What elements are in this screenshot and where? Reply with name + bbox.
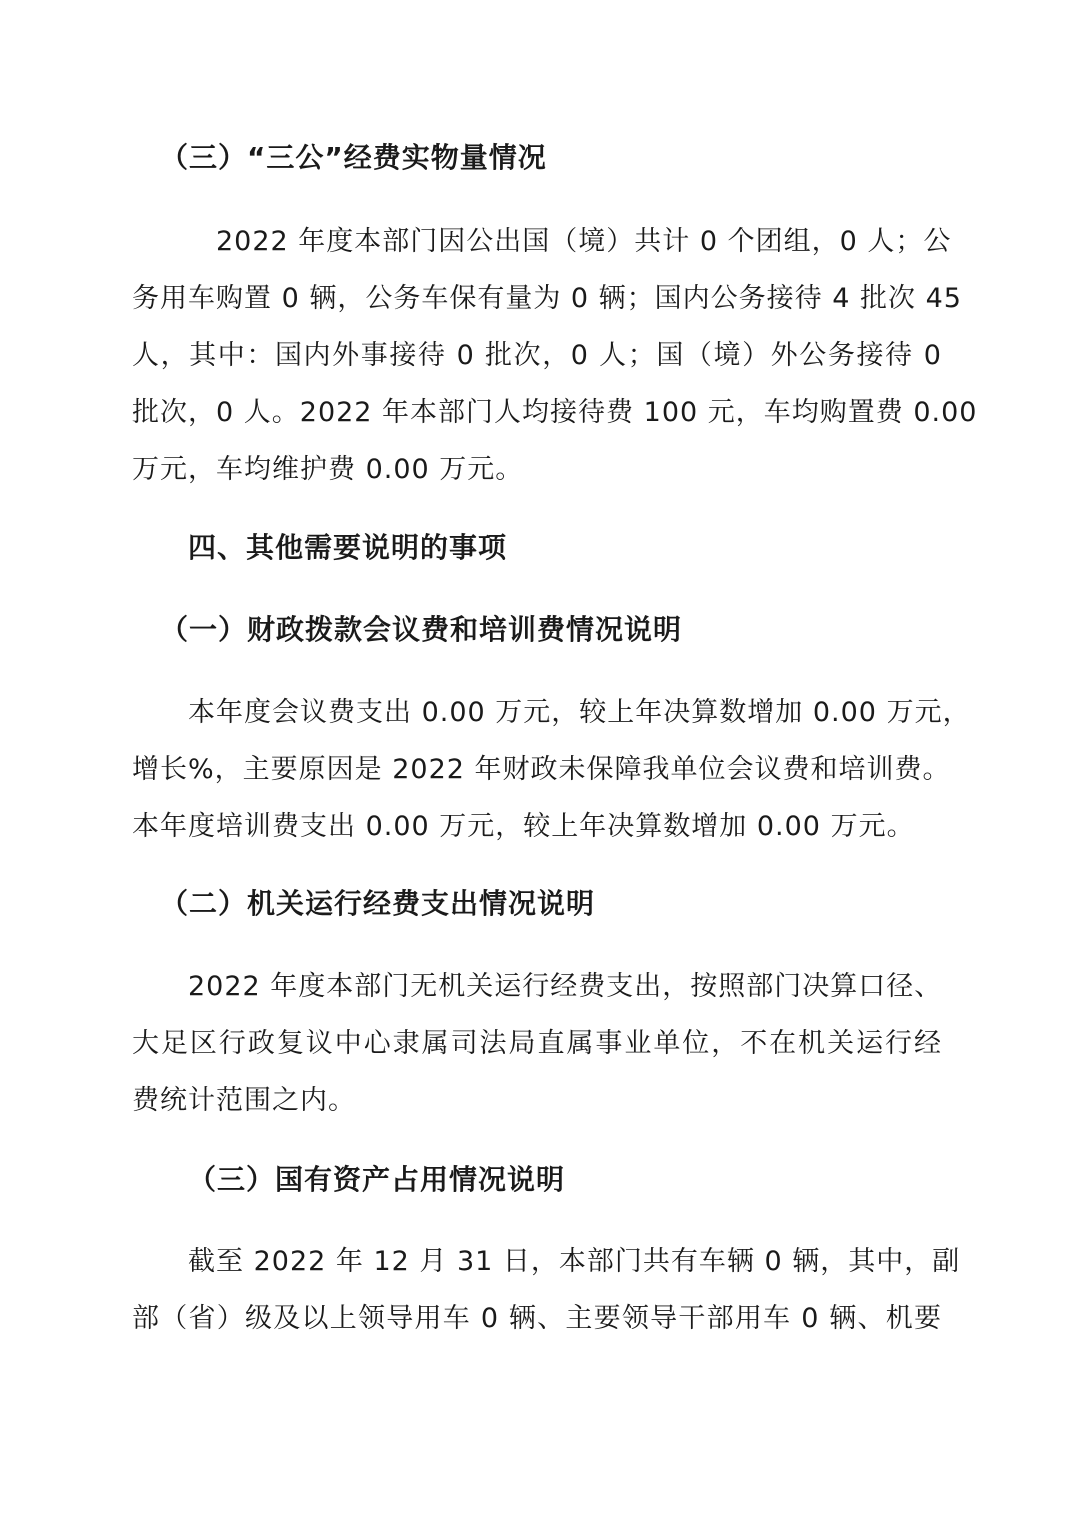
paragraph-line: 2022 年度本部门无机关运行经费支出，按照部门决算口径、 <box>188 971 943 1002</box>
paragraph-line: 人，其中：国内外事接待 0 批次，0 人；国（境）外公务接待 0 <box>132 340 942 371</box>
subsection-heading-state-assets: （三）国有资产占用情况说明 <box>188 1163 566 1196</box>
part-four-heading: 四、其他需要说明的事项 <box>188 531 508 564</box>
paragraph-line: 部（省）级及以上领导用车 0 辆、主要领导干部用车 0 辆、机要 <box>132 1303 942 1334</box>
paragraph-line: 费统计范围之内。 <box>132 1085 356 1116</box>
section-heading-three-public-expenses: （三）“三公”经费实物量情况 <box>160 141 547 174</box>
paragraph-meeting-training-fees <box>132 684 971 855</box>
subsection-heading-operating-expenses: （二）机关运行经费支出情况说明 <box>160 887 596 920</box>
paragraph-line: 增长%，主要原因是 2022 年财政未保障我单位会议费和培训费。 <box>132 754 951 785</box>
paragraph-line: 务用车购置 0 辆，公务车保有量为 0 辆；国内公务接待 4 批次 45 <box>132 283 962 314</box>
paragraph-line: 本年度会议费支出 0.00 万元，较上年决算数增加 0.00 万元， <box>188 697 971 728</box>
paragraph-line: 批次，0 人。2022 年本部门人均接待费 100 元，车均购置费 0.00 <box>132 397 978 428</box>
paragraph-line: 万元，车均维护费 0.00 万元。 <box>132 454 524 485</box>
paragraph-line: 截至 2022 年 12 月 31 日，本部门共有车辆 0 辆，其中，副 <box>188 1246 961 1277</box>
paragraph-operating-expenses <box>132 958 942 1129</box>
subsection-heading-meeting-training-fees: （一）财政拨款会议费和培训费情况说明 <box>160 613 683 646</box>
paragraph-line: 2022 年度本部门因公出国（境）共计 0 个团组，0 人；公 <box>216 226 952 257</box>
paragraph-three-public-expenses <box>132 213 978 498</box>
paragraph-state-assets <box>132 1233 961 1347</box>
paragraph-line: 本年度培训费支出 0.00 万元，较上年决算数增加 0.00 万元。 <box>132 811 915 842</box>
paragraph-line: 大足区行政复议中心隶属司法局直属事业单位，不在机关运行经 <box>132 1028 942 1059</box>
